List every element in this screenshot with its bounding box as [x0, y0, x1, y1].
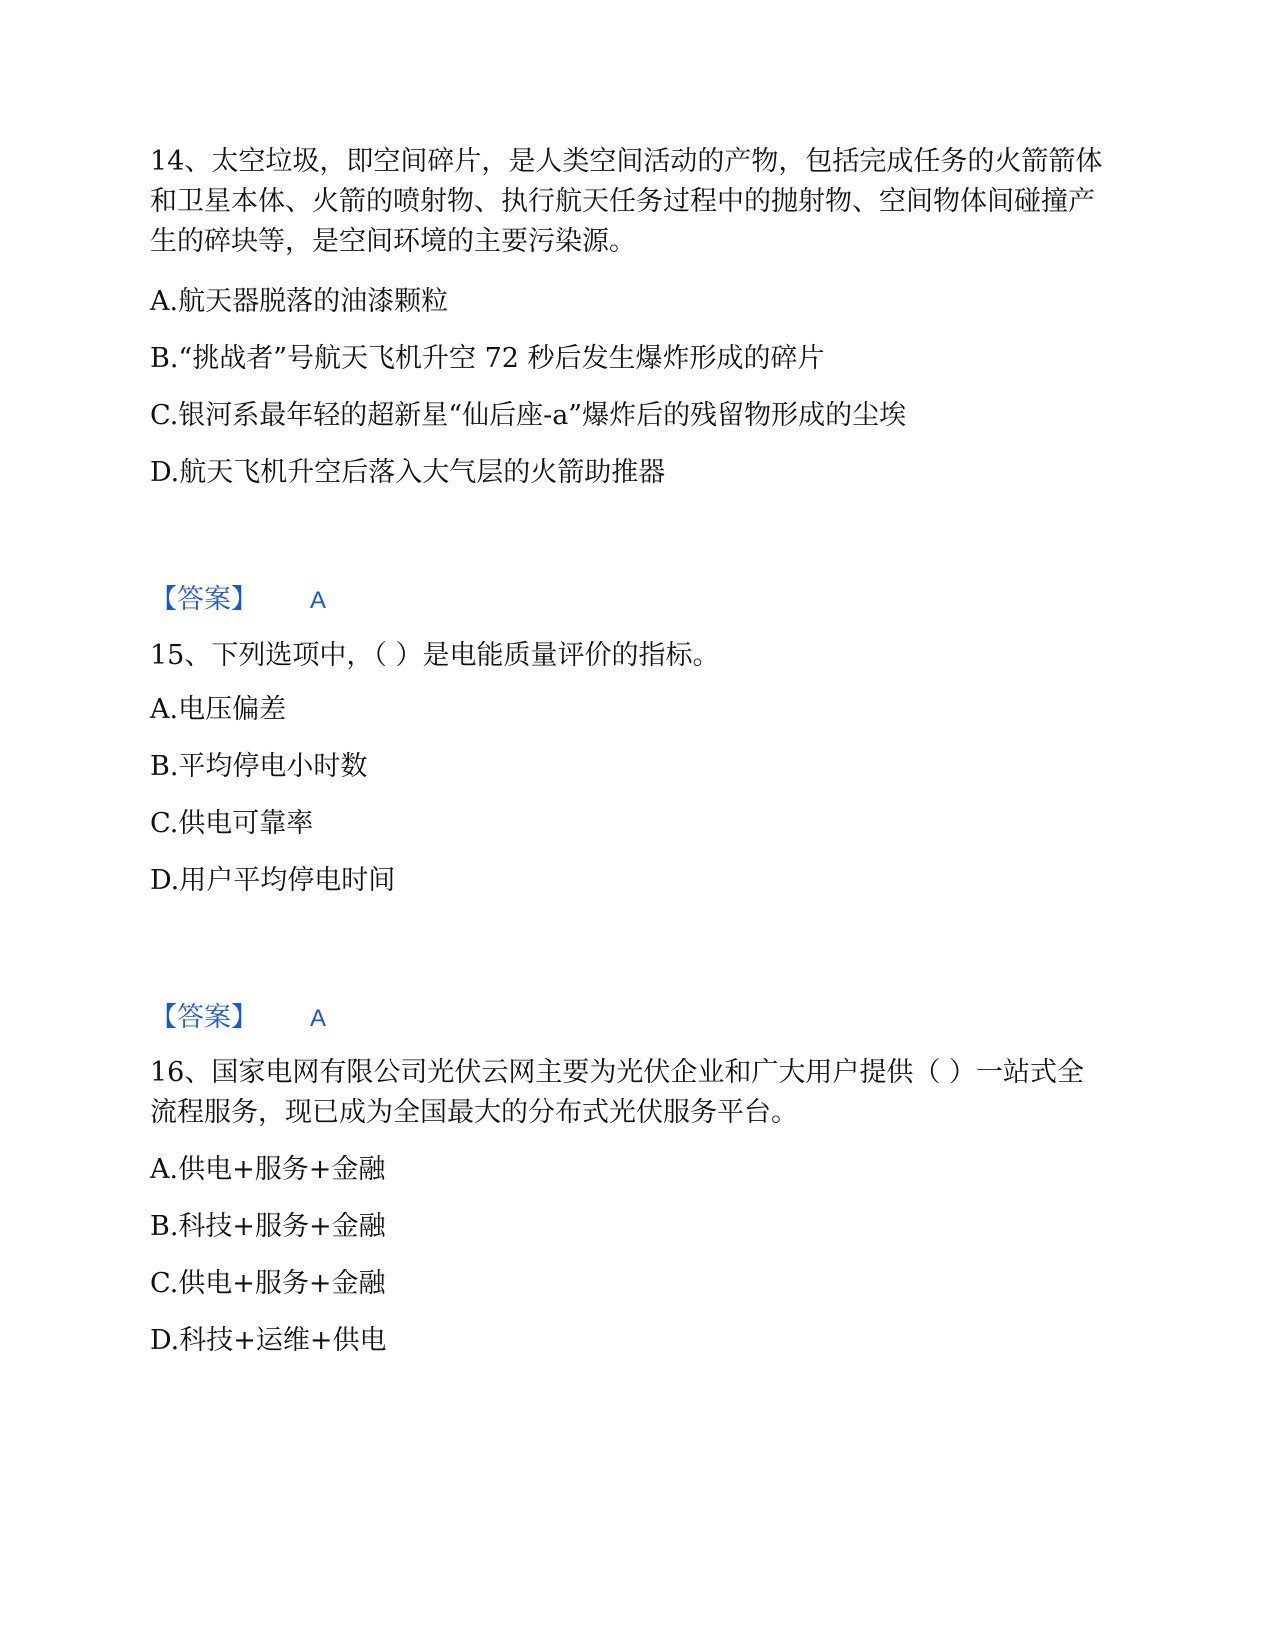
- answer-tag: 【答案】: [150, 1002, 258, 1033]
- question-14: [150, 142, 1110, 510]
- option-d: D.科技+运维+供电: [150, 1325, 387, 1356]
- option-b: B.平均停电小时数: [150, 751, 368, 782]
- option-a: A.供电+服务+金融: [150, 1154, 386, 1185]
- option-d: D.航天飞机升空后落入大气层的火箭助推器: [150, 457, 666, 488]
- answer-value: A: [310, 1005, 327, 1032]
- question-15: [150, 636, 1110, 918]
- option-c: C.供电可靠率: [150, 808, 314, 839]
- question-stem: 14、太空垃圾，即空间碎片，是人类空间活动的产物，包括完成任务的火箭箭体和卫星本体、火箭的喷射物、执行航天任务过程中的抛射物、空间物体间碰撞产生的碎块等，是空间环境的主要污染源。: [150, 146, 1103, 257]
- answer-line: [150, 580, 326, 621]
- option-a: A.航天器脱落的油漆颗粒: [150, 286, 449, 317]
- question-16: [150, 1053, 1110, 1378]
- option-b: B.科技+服务+金融: [150, 1211, 386, 1242]
- option-a: A.电压偏差: [150, 694, 287, 725]
- option-c: C.银河系最年轻的超新星“仙后座-a”爆炸后的残留物形成的尘埃: [150, 400, 907, 431]
- answer-tag: 【答案】: [150, 584, 258, 615]
- answer-value: A: [310, 587, 327, 614]
- option-b: B.“挑战者”号航天飞机升空 72 秒后发生爆炸形成的碎片: [150, 343, 825, 374]
- answer-line: [150, 998, 326, 1039]
- question-stem: 15、下列选项中，（ ）是电能质量评价的指标。: [150, 640, 720, 671]
- option-d: D.用户平均停电时间: [150, 865, 396, 896]
- question-stem: 16、国家电网有限公司光伏云网主要为光伏企业和广大用户提供（ ）一站式全流程服务，现已成为全国最大的分布式光伏服务平台。: [150, 1057, 1084, 1128]
- option-c: C.供电+服务+金融: [150, 1268, 386, 1299]
